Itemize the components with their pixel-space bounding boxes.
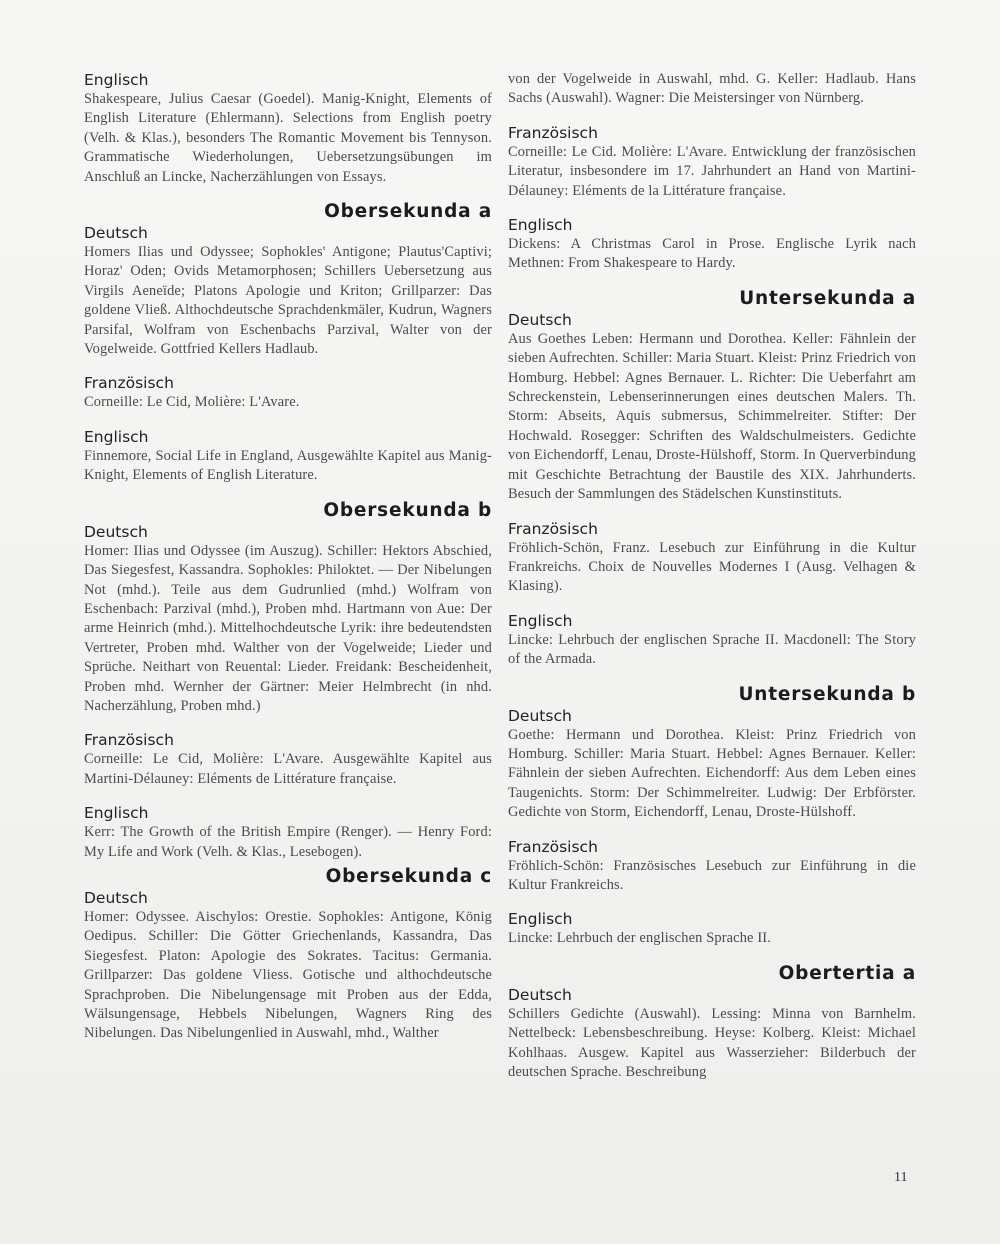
section-obersekunda-a [84,201,492,486]
section-title: Obertertia a [778,962,916,984]
course-text: Schillers Gedichte (Auswahl). Lessing: Minna von Barnhelm. Nettelbeck: Lebensbeschreibung. Heyse: Kolberg. Kleist: Michael Kohlhaas. Ausgew. Kapitel aus Wasserzieher: Bilderbuch der deutschen Sprache. Beschreibung [508,1005,916,1080]
subject-heading: Deutsch [508,310,572,329]
section-title: Obersekunda c [325,865,492,887]
course-text: Goethe: Hermann und Dorothea. Kleist: Prinz Friedrich von Homburg. Schiller: Maria Stuart. Hebbel: Agnes Bernauer. Keller: Fähnlein der sieben Aufrechten. Eichendorff: Aus dem Leben eines Taugenichts. Storm: Der Schimmelreiter. Ludwig: Der Erbförster. Gedichte von Storm, Eichendorff, Lenau, Droste-Hülshoff. [508,726,916,821]
course-block [508,70,916,109]
course-block [508,215,916,274]
course-text: Homer: Odyssee. Aischylos: Orestie. Sophokles: Antigone, König Oedipus. Schiller: Die Götter Griechenlands, Kassandra, Das Siegesfest. Platon: Apologie des Sokrates. Tacitus: Germania. Grillparzer: Das goldene Vliess. Gotische und althochdeutsche Sprachproben. Die Nibelungensage mit Proben aus der Edda, Wälsungensage, Hebbels Nibelungen, Wagners Ring des Nibelungen. Das Nibelungenlied in Auswahl, mhd., Walther [84,908,492,1042]
course-block [84,373,492,412]
course-text: Homer: Ilias und Odyssee (im Auszug). Schiller: Hektors Abschied, Das Siegesfest, Kassandra. Sophokles: Philoktet. — Der Nibelungen Not (mhd.). Teile aus dem Gudrunlied (mhd.) Wolfram von Eschenbach: Parzival (mhd.), Proben mhd. Hartmann von Aue: Der arme Heinrich (mhd.). Mittelhochdeutsche Lyrik: ihre bedeutendsten Vertreter, Proben mhd. Walther von der Vogelweide; Lieder und Sprüche. Neithart von Reuental: Lieder. Freidank: Bescheidenheit, Proben mhd. Wernher der Gärtner: Meier Helmbrecht (in nhd. Nacherzählung, Proben mhd.) [84,542,492,714]
course-text: Fröhlich-Schön, Franz. Lesebuch zur Einführung in die Kultur Frankreichs. Choix de Nouvelles Modernes I (Ausg. Velhagen & Klasing). [508,539,916,595]
subject-heading: Französisch [84,731,174,750]
subject-heading: Englisch [508,216,573,235]
subject-heading: Deutsch [508,706,572,725]
section-obertertia-a [508,963,916,1083]
course-text: von der Vogelweide in Auswahl, mhd. G. Keller: Hadlaub. Hans Sachs (Auswahl). Wagner: Die Meistersinger von Nürnberg. [508,71,916,107]
subject-heading: Französisch [508,519,598,538]
course-block [84,522,492,717]
left-column [84,70,492,1058]
course-text: Lincke: Lehrbuch der englischen Sprache II. [508,930,771,947]
course-text: Homers Ilias und Odyssee; Sophokles' Antigone; Plautus'Captivi; Horaz' Oden; Ovids Metamorphosen; Schillers Uebersetzung aus Virgils Aeneïde; Platons Apologie und Kriton; Grillparzer: Das goldene Vließ. Althochdeutsche Sprachdenkmäler, Kudrun, Wagners Parsifal, Wolfram von Eschenbachs Parzival, Walter von der Vogelweide. Gottfried Kellers Hadlaub. [84,244,492,358]
course-block [84,888,492,1044]
section-title: Obersekunda b [323,499,492,521]
course-text: Dickens: A Christmas Carol in Prose. Englische Lyrik nach Methnen: From Shakespeare to Hardy. [508,236,916,272]
course-block [508,837,916,896]
course-text: Corneille: Le Cid, Molière: L'Avare. [84,394,300,411]
course-text: Lincke: Lehrbuch der englischen Sprache II. Macdonell: The Story of the Armada. [508,631,916,668]
course-text: Finnemore, Social Life in England, Ausgewählte Kapitel aus Manig-Knight, Elements of English Literature. [84,447,492,484]
course-block [84,223,492,359]
subject-heading: Englisch [508,910,573,929]
course-block [84,70,492,187]
subject-heading: Französisch [508,123,598,142]
section-title: Untersekunda b [738,683,916,705]
course-block [508,611,916,670]
subject-heading: Französisch [508,837,598,856]
course-block [84,803,492,862]
subject-heading: Englisch [84,804,149,823]
course-block [508,909,916,948]
course-text: Corneille: Le Cid. Molière: L'Avare. Entwicklung der französischen Literatur, insbesondere im 17. Jahrhundert an Hand von Martini-Délauney: Eléments de la Littérature française. [508,143,916,199]
course-text: Kerr: The Growth of the British Empire (Renger). — Henry Ford: My Life and Work (Velh. & Klas., Lesebogen). [84,824,492,860]
course-block [508,123,916,201]
course-block [508,706,916,823]
subject-heading: Englisch [84,71,149,89]
course-block [84,427,492,486]
subject-heading: Deutsch [508,985,572,1004]
subject-heading: Deutsch [84,224,148,243]
section-title: Untersekunda a [739,287,916,309]
course-text: Aus Goethes Leben: Hermann und Dorothea. Keller: Fähnlein der sieben Aufrechten. Schiller: Maria Stuart. Kleist: Prinz Friedrich von Homburg. Hebbel: Agnes Bernauer. L. Richter: Die Ueberfahrt am Schreckenstein, Lebenserinnerungen eines deutschen Malers. Th. Storm: Abseits, Aquis submersus, Schimmelreiter. Stifter: Der Hochwald. Rosegger: Schriften des Waldschulmeisters. Gedichte von Eichendorff, Lenau, Droste-Hülshoff, Storm. In Querverbindung mit Geschichte Betrachtung der Baustile des XIX. Jahrhunderts. Besuch der Sammlungen des Städelschen Kunstinstituts. [508,330,916,503]
section-obersekunda-c [84,866,492,1044]
course-block [508,985,916,1083]
section-obersekunda-b [84,500,492,862]
course-block [84,730,492,789]
subject-heading: Englisch [508,611,573,630]
subject-heading: Deutsch [84,888,148,907]
course-text: Shakespeare, Julius Caesar (Goedel). Manig-Knight, Elements of English Literature (Ehlermann). Selections from English poetry (Velh. & Klas.), besonders The Romantic Movement bis Tennyson. Grammatische Wiederholungen, Uebersetzungsübungen im Anschluß an Lincke, Nacherzählungen von Essays. [84,91,492,185]
right-column [508,70,916,1096]
page-number: 11 [894,1170,908,1185]
section-untersekunda-b [508,684,916,949]
subject-heading: Englisch [84,427,149,446]
subject-heading: Französisch [84,374,174,393]
section-untersekunda-a [508,288,916,670]
course-text: Corneille: Le Cid, Molière: L'Avare. Ausgewählte Kapitel aus Martini-Délauney: Eléments de Littérature française. [84,751,492,787]
course-text: Fröhlich-Schön: Französisches Lesebuch zur Einführung in die Kultur Frankreichs. [508,857,916,893]
course-block [508,310,916,505]
course-block [508,519,916,597]
section-title: Obersekunda a [324,201,492,223]
subject-heading: Deutsch [84,522,148,541]
